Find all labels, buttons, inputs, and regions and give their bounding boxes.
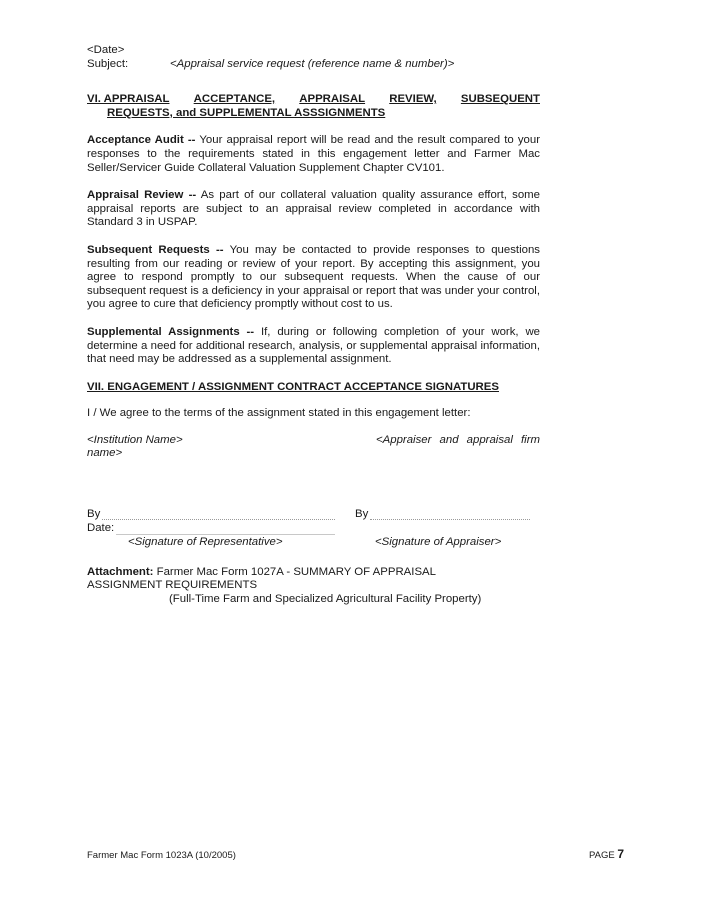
signature-dotted-line [102,508,335,520]
by-label-left: By [87,507,101,520]
section-7-title: VII. ENGAGEMENT / ASSIGNMENT CONTRACT ACCEPTANCE SIGNATURES [87,380,499,393]
section-6-title-line2-wrap [87,107,540,121]
date-placeholder: <Date> [87,44,125,56]
institution-name-line1: <Institution Name> [87,433,183,446]
date-underline [116,522,335,535]
by-label-right: By [355,507,369,520]
signature-appraiser-caption: <Signature of Appraiser> [375,535,502,548]
appraisal-review-paragraph [87,189,540,230]
institution-name [87,434,287,461]
attachment-line1-text: Farmer Mac Form 1027A - SUMMARY OF APPRAISAL [153,565,436,578]
letter-body [87,44,540,607]
subsequent-requests-paragraph [87,244,540,312]
acceptance-audit-text: Your appraisal report will be read and the result compared to your responses to the requirements stated in this engagement letter and Farmer Mac Seller/Servicer Guide Collateral Valuation Supplement Chapter CV101. [87,134,540,174]
section-6-title [87,93,540,120]
title-word: ACCEPTANCE, [193,93,276,106]
acceptance-audit-paragraph [87,134,540,175]
signature-representative-caption: <Signature of Representative> [128,535,283,548]
supplemental-assignments-label: Supplemental Assignments -- [87,325,255,338]
attachment-label: Attachment: [87,565,154,578]
subject-label: Subject: [87,57,129,70]
date-label: Date: [87,521,115,534]
acceptance-audit-label: Acceptance Audit -- [87,134,196,147]
page-number: 7 [617,847,625,861]
appraisal-review-text: As part of our collateral valuation quality assurance effort, some appraisal reports are subject to an appraisal review completed in accordance with Standard 3 in USPAP. [87,189,540,229]
appraisal-review-label: Appraisal Review -- [87,189,197,202]
date-signature-line[interactable] [87,522,335,536]
section-6-title-line2: REQUESTS, and SUPPLEMENTAL ASSSIGNMENTS [107,106,386,119]
title-word: APPRAISAL [299,93,366,106]
footer-form-id: Farmer Mac Form 1023A (10/2005) [87,850,236,861]
title-word: REVIEW, [389,93,437,106]
footer-page-number [589,847,624,861]
title-word: SUBSEQUENT [460,93,540,106]
appraiser-signature-line[interactable] [355,508,530,522]
attachment-line1 [87,566,540,580]
title-word: VI. APPRAISAL [87,93,170,106]
supplemental-assignments-text: If, during or following completion of your work, we determine a need for additional research, analysis, or supplemental appraisal information, that need may be addressed as a supplemental assignment. [87,325,541,366]
page-label: PAGE [589,850,618,861]
supplemental-assignments-paragraph [87,326,540,367]
representative-signature-line[interactable] [87,508,335,522]
attachment-block [87,566,540,607]
signature-block [87,508,540,552]
party-names [87,434,540,464]
attachment-line2: ASSIGNMENT REQUIREMENTS [87,579,258,592]
agreement-statement: I / We agree to the terms of the assignment stated in this engagement letter: [87,407,471,420]
appraiser-name: <Appraiser and appraisal firm [376,433,540,446]
subject-row [87,58,540,72]
subject-value: <Appraisal service request (reference name & number)> [170,57,455,70]
institution-name-line2: name> [87,447,123,460]
section-6-title-line1 [87,93,540,107]
subsequent-requests-text: You may be contacted to provide responses to questions resulting from our reading or review of your report. By accepting this assignment, you agree to respond promptly to our subsequent requests. When the cause of our subsequent request is a deficiency in your appraisal or report that was under your control, you agree to cure that deficiency promptly without cost to us. [87,243,540,311]
subsequent-requests-label: Subsequent Requests -- [87,243,224,256]
signature-dotted-line [370,508,530,520]
attachment-line3: (Full-Time Farm and Specialized Agricultural Facility Property) [169,593,482,606]
